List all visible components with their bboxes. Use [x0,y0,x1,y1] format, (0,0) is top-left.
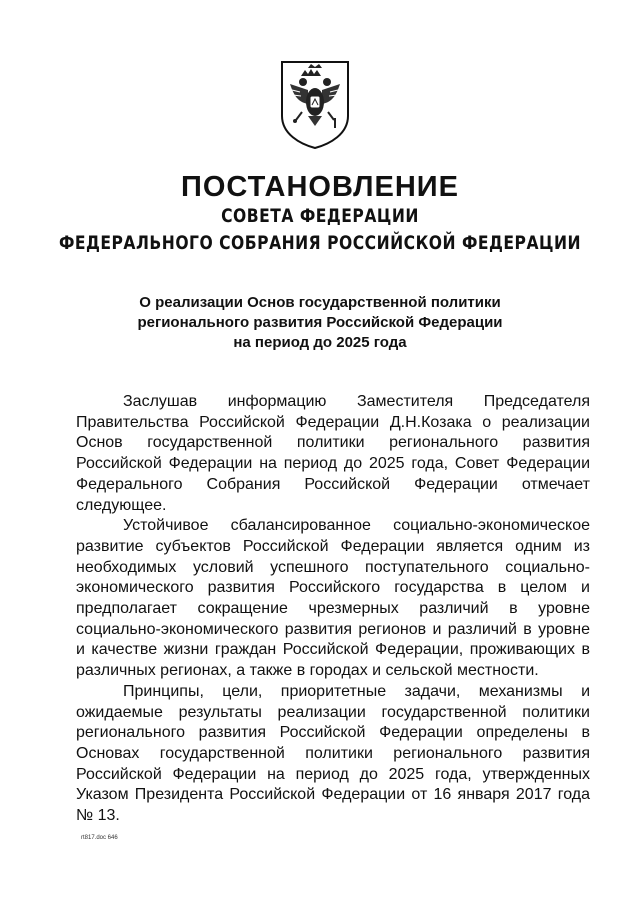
text-line: Устойчивое сбалансированное социально-экономическое [123,517,590,535]
text-line: экономического развития Российского государства в целом и [76,579,590,597]
document-title: ПОСТАНОВЛЕНИЕ [181,171,459,203]
issuer-line-1: СОВЕТА ФЕДЕРАЦИИ [221,205,419,227]
paragraph-3 [76,682,590,827]
paragraph-1 [76,392,590,516]
text-line: Правительства Российской Федерации Д.Н.Козака о реализации [76,413,590,431]
text-line: Российской Федерации на период до 2025 года, Совет Федерации [76,455,590,473]
text-line: Заслушав информацию Заместителя Председателя [123,393,590,410]
heading-line: регионального развития Российской Федерации [137,314,503,331]
coat-of-arms-icon [278,58,352,150]
paragraph-2 [76,516,590,682]
text-line: и качестве жизни граждан Российской Федерации, проживающих в [76,641,590,659]
issuer-line-2: ФЕДЕРАЛЬНОГО СОБРАНИЯ РОССИЙСКОЙ ФЕДЕРАЦИИ [58,232,582,254]
text-line: следующее. [76,496,167,514]
heading-line: О реализации Основ государственной политики [139,294,501,311]
text-line: ожидаемые результаты реализации государственной политики [76,703,590,721]
text-line: развитие субъектов Российской Федерации является одним из [76,537,590,555]
text-line: необходимых условий успешного поступательного социально- [76,558,590,576]
text-line: предполагает сокращение чрезмерных различий в уровне [76,600,590,618]
text-line: социально-экономического развития регионов и различий в уровне [76,620,590,638]
heading-line: на период до 2025 года [233,334,407,351]
document-body [76,392,590,827]
file-reference: rt817.doc 646 [81,835,118,841]
text-line: Российской Федерации на период до 2025 года, утвержденных [76,765,590,783]
text-line: Основ государственной политики регионального развития [76,434,590,452]
text-line: Федерального Собрания Российской Федерации отмечает [76,475,590,493]
text-line: № 13. [76,807,120,825]
text-line: Указом Президента Российской Федерации от 16 января 2017 года [76,786,590,804]
text-line: Принципы, цели, приоритетные задачи, механизмы и [123,682,590,700]
text-line: регионального развития Российской Федерации определены в [76,724,590,742]
text-line: различных регионах, а также в городах и сельской местности. [76,662,539,680]
document-heading [100,293,540,353]
text-line: Основах государственной политики регионального развития [76,744,590,762]
